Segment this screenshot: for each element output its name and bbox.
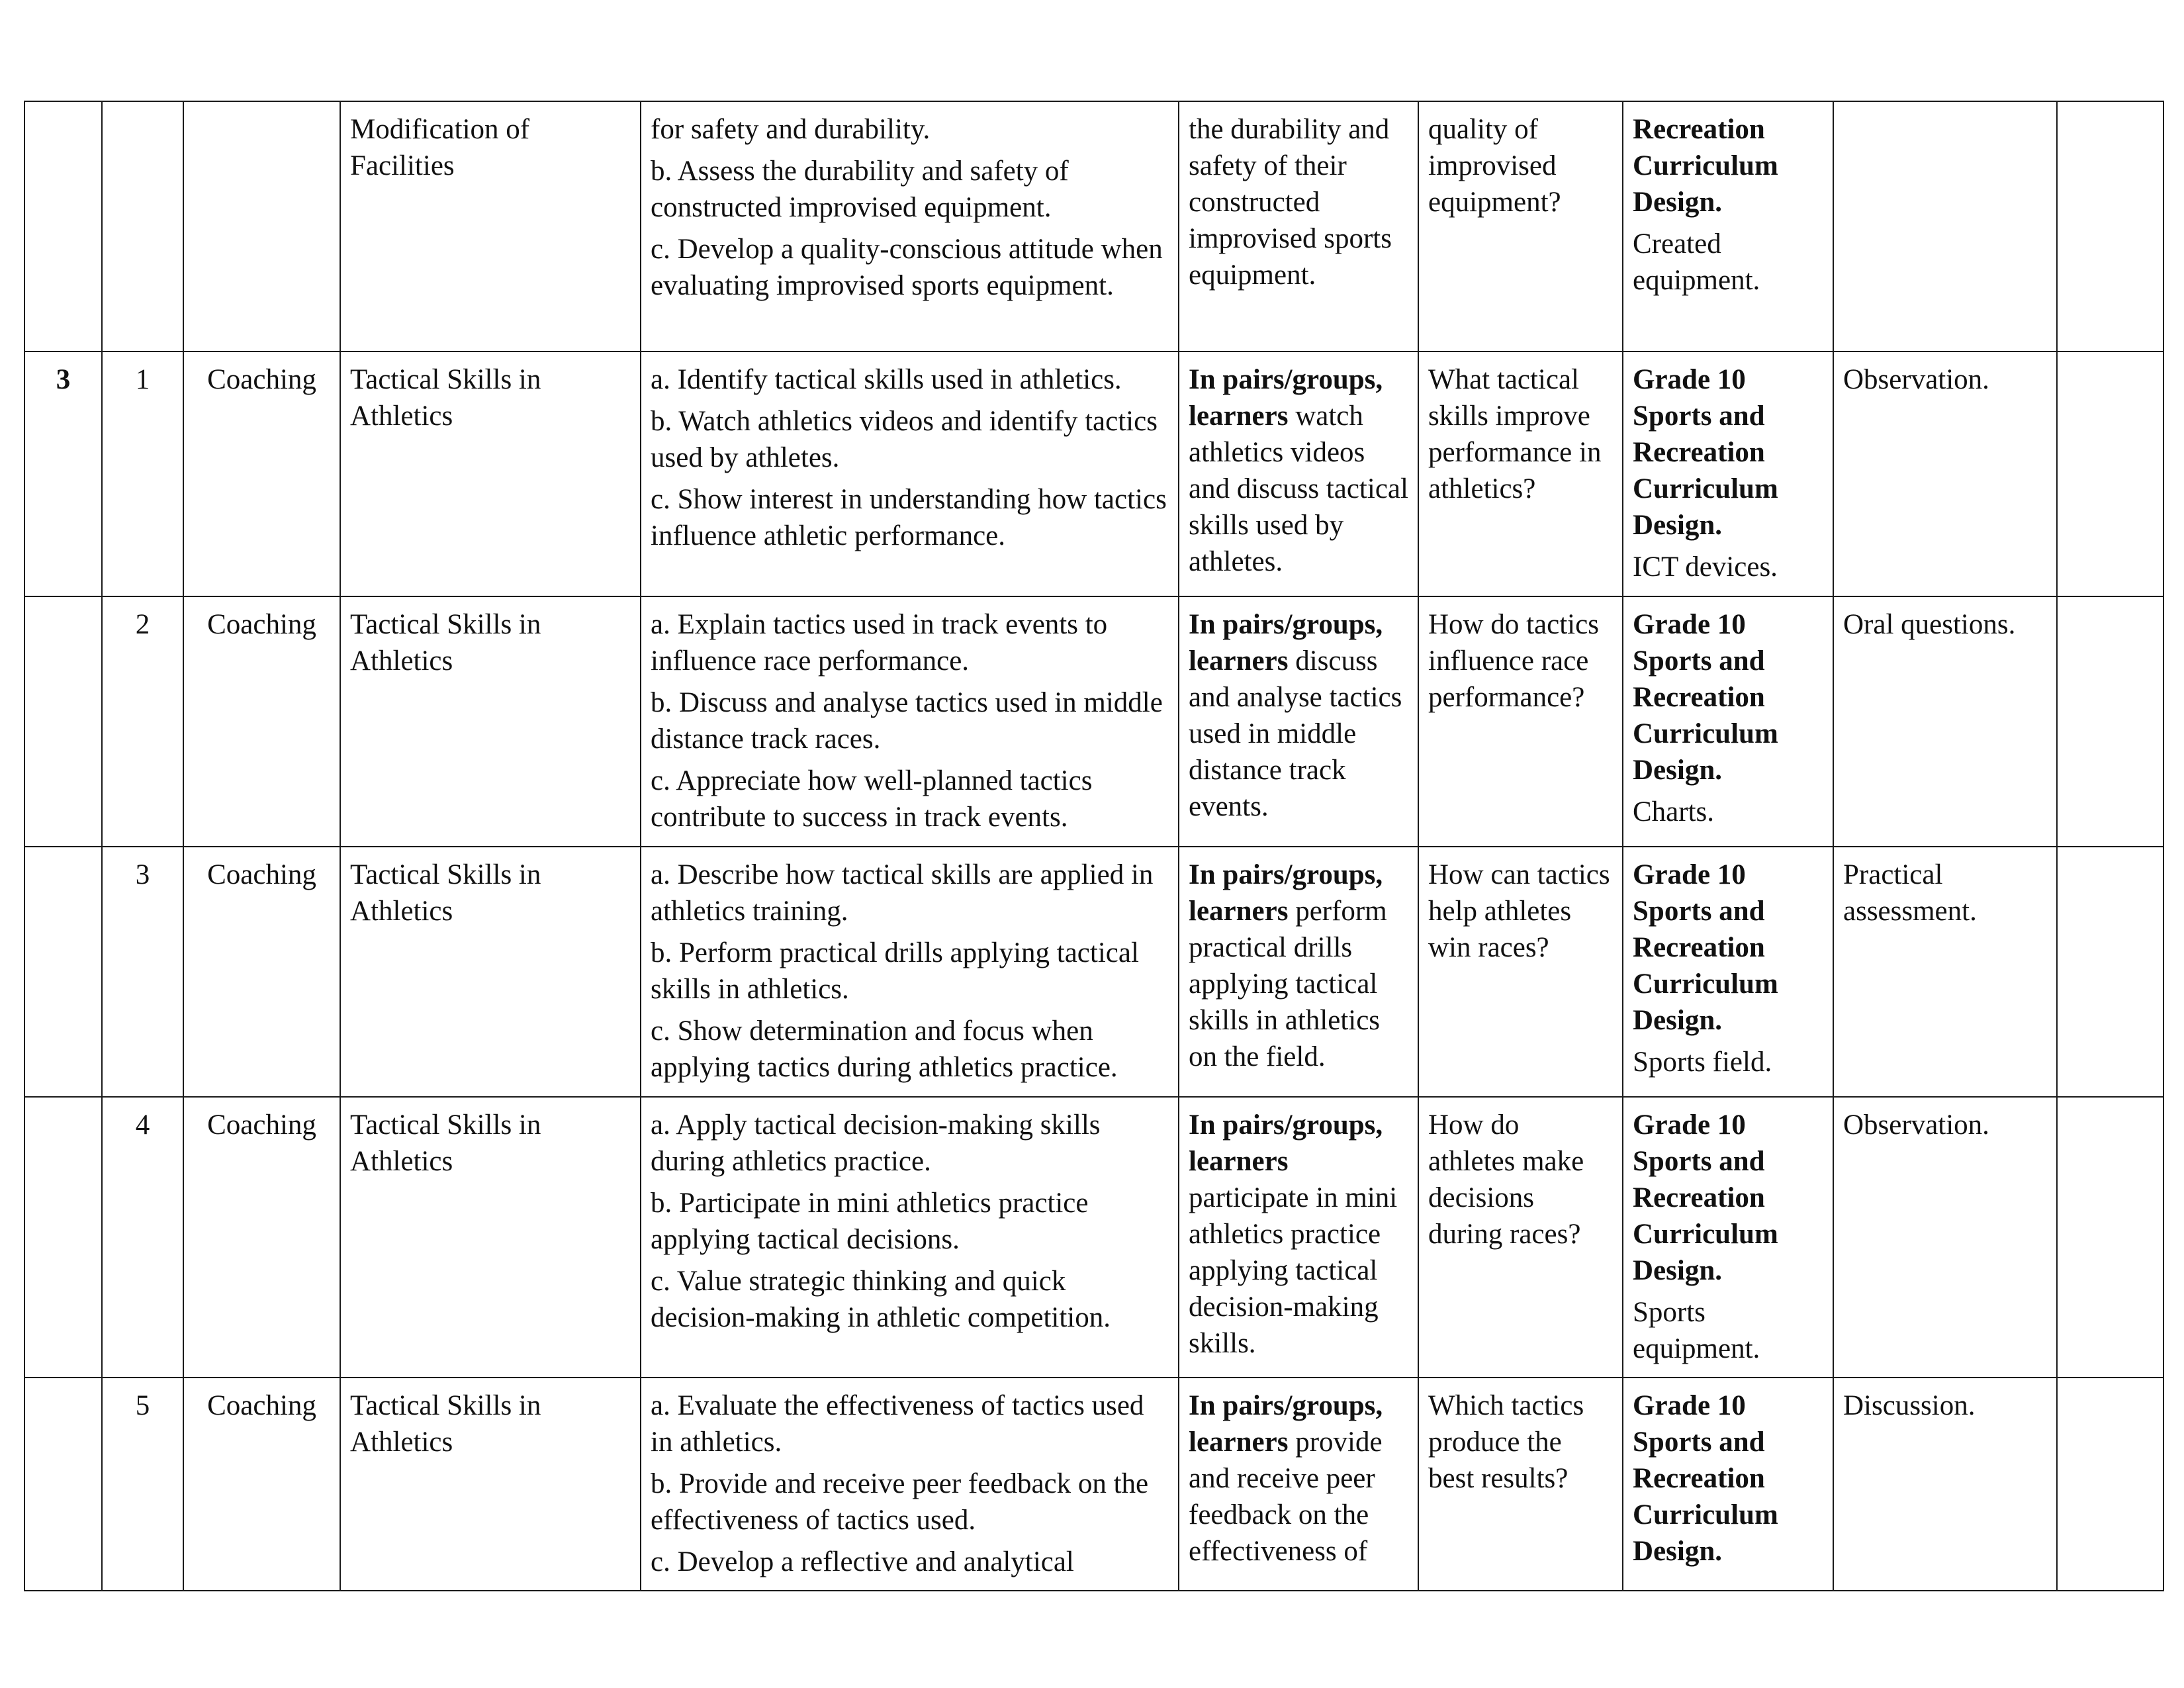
remarks-cell: [2057, 596, 2163, 847]
learning-experiences-cell: [1179, 1097, 1418, 1378]
experience-lead: In pairs/groups, learners: [1189, 609, 1383, 677]
resources-cell: [1623, 101, 1833, 352]
outcome-item: b. Assess the durability and safety of constructed improvised equipment.: [651, 156, 1069, 223]
outcome-item: c. Show determination and focus when applying tactics during athletics practice.: [651, 1015, 1118, 1083]
week-cell: [24, 1378, 102, 1591]
lesson-cell: 5: [102, 1378, 183, 1591]
outcome-item: b. Participate in mini athletics practice applying tactical decisions.: [651, 1188, 1089, 1255]
experience-text: provide and receive peer feedback on the effectiveness of: [1189, 1427, 1383, 1567]
assessment-cell: Practical assessment.: [1833, 847, 2057, 1097]
week-cell: 3: [24, 352, 102, 596]
learning-outcomes-cell: [641, 101, 1179, 352]
outcome-item: a. Evaluate the effectiveness of tactics used in athletics.: [651, 1390, 1144, 1458]
resources-item: Charts.: [1633, 796, 1715, 827]
resources-heading: Grade 10 Sports and Recreation Curriculum Design.: [1633, 1109, 1778, 1286]
assessment-cell: Discussion.: [1833, 1378, 2057, 1591]
outcome-item: a. Explain tactics used in track events to influence race performance.: [651, 609, 1108, 677]
learning-outcomes-cell: [641, 352, 1179, 596]
sub-strand-cell: Modification of Facilities: [340, 101, 641, 352]
table-row: [24, 1097, 2163, 1378]
resources-heading: Grade 10 Sports and Recreation Curriculum Design.: [1633, 1390, 1778, 1567]
experience-lead: In pairs/groups, learners: [1189, 1109, 1383, 1177]
learning-experiences-cell: [1179, 1378, 1418, 1591]
lesson-cell: 4: [102, 1097, 183, 1378]
learning-experiences-cell: [1179, 101, 1418, 352]
experience-lead: In pairs/groups, learners: [1189, 1390, 1383, 1458]
sub-strand-cell: Tactical Skills in Athletics: [340, 1097, 641, 1378]
lesson-cell: 2: [102, 596, 183, 847]
learning-outcomes-cell: [641, 1097, 1179, 1378]
week-cell: [24, 1097, 102, 1378]
experience-lead: In pairs/groups, learners: [1189, 364, 1383, 432]
outcome-item: for safety and durability.: [651, 114, 931, 145]
sub-strand-cell: Tactical Skills in Athletics: [340, 352, 641, 596]
learning-outcomes-cell: [641, 847, 1179, 1097]
table-row: [24, 1378, 2163, 1591]
resources-cell: [1623, 352, 1833, 596]
learning-experiences-cell: [1179, 847, 1418, 1097]
lesson-cell: [102, 101, 183, 352]
table-row: [24, 101, 2163, 352]
experience-text: participate in mini athletics practice applying tactical decision-making skills.: [1189, 1182, 1398, 1359]
learning-experiences-cell: [1179, 352, 1418, 596]
strand-cell: Coaching: [183, 352, 340, 596]
resources-cell: [1623, 596, 1833, 847]
assessment-cell: [1833, 101, 2057, 352]
key-inquiry-cell: How can tactics help athletes win races?: [1418, 847, 1623, 1097]
outcome-item: a. Describe how tactical skills are applied in athletics training.: [651, 859, 1154, 927]
resources-heading: Grade 10 Sports and Recreation Curriculum Design.: [1633, 609, 1778, 786]
resources-item: Created equipment.: [1633, 228, 1760, 296]
outcome-item: b. Perform practical drills applying tactical skills in athletics.: [651, 937, 1139, 1005]
experience-lead: In pairs/groups, learners: [1189, 859, 1383, 927]
strand-cell: Coaching: [183, 596, 340, 847]
remarks-cell: [2057, 847, 2163, 1097]
outcome-item: a. Identify tactical skills used in athletics.: [651, 364, 1122, 395]
resources-item: Sports field.: [1633, 1047, 1772, 1078]
experience-text: the durability and safety of their constructed improvised sports equipment.: [1189, 114, 1392, 291]
table-row: [24, 352, 2163, 596]
outcome-item: c. Show interest in understanding how tactics influence athletic performance.: [651, 484, 1167, 551]
strand-cell: [183, 101, 340, 352]
sub-strand-cell: Tactical Skills in Athletics: [340, 1378, 641, 1591]
assessment-cell: Observation.: [1833, 352, 2057, 596]
key-inquiry-cell: How do athletes make decisions during races?: [1418, 1097, 1623, 1378]
key-inquiry-cell: How do tactics influence race performance?: [1418, 596, 1623, 847]
strand-cell: Coaching: [183, 1097, 340, 1378]
lesson-cell: 3: [102, 847, 183, 1097]
resources-heading: Recreation Curriculum Design.: [1633, 114, 1778, 218]
scheme-of-work-table: [24, 101, 2164, 1591]
outcome-item: c. Develop a quality-conscious attitude when evaluating improvised sports equipment.: [651, 234, 1163, 301]
table-row: [24, 847, 2163, 1097]
outcome-item: b. Watch athletics videos and identify tactics used by athletes.: [651, 406, 1158, 473]
resources-heading: Grade 10 Sports and Recreation Curriculum Design.: [1633, 364, 1778, 541]
learning-outcomes-cell: [641, 596, 1179, 847]
key-inquiry-cell: What tactical skills improve performance in athletics?: [1418, 352, 1623, 596]
resources-cell: [1623, 1378, 1833, 1591]
table-row: [24, 596, 2163, 847]
strand-cell: Coaching: [183, 1378, 340, 1591]
outcome-item: c. Develop a reflective and analytical: [651, 1546, 1074, 1577]
remarks-cell: [2057, 101, 2163, 352]
outcome-item: b. Discuss and analyse tactics used in middle distance track races.: [651, 687, 1163, 755]
resources-cell: [1623, 1097, 1833, 1378]
resources-item: Sports equipment.: [1633, 1297, 1760, 1364]
remarks-cell: [2057, 352, 2163, 596]
week-cell: [24, 847, 102, 1097]
resources-cell: [1623, 847, 1833, 1097]
learning-experiences-cell: [1179, 596, 1418, 847]
week-cell: [24, 101, 102, 352]
remarks-cell: [2057, 1378, 2163, 1591]
outcome-item: c. Value strategic thinking and quick decision-making in athletic competition.: [651, 1266, 1111, 1333]
sub-strand-cell: Tactical Skills in Athletics: [340, 596, 641, 847]
key-inquiry-cell: Which tactics produce the best results?: [1418, 1378, 1623, 1591]
resources-item: ICT devices.: [1633, 551, 1778, 583]
outcome-item: a. Apply tactical decision-making skills during athletics practice.: [651, 1109, 1101, 1177]
remarks-cell: [2057, 1097, 2163, 1378]
experience-text: watch athletics videos and discuss tactical skills used by athletes.: [1189, 400, 1408, 577]
learning-outcomes-cell: [641, 1378, 1179, 1591]
assessment-cell: Oral questions.: [1833, 596, 2057, 847]
week-cell: [24, 596, 102, 847]
key-inquiry-cell: quality of improvised equipment?: [1418, 101, 1623, 352]
outcome-item: b. Provide and receive peer feedback on the effectiveness of tactics used.: [651, 1468, 1149, 1536]
sub-strand-cell: Tactical Skills in Athletics: [340, 847, 641, 1097]
experience-text: perform practical drills applying tactical skills in athletics on the field.: [1189, 896, 1387, 1072]
outcome-item: c. Appreciate how well-planned tactics contribute to success in track events.: [651, 765, 1093, 833]
lesson-cell: 1: [102, 352, 183, 596]
assessment-cell: Observation.: [1833, 1097, 2057, 1378]
strand-cell: Coaching: [183, 847, 340, 1097]
experience-text: discuss and analyse tactics used in middle distance track events.: [1189, 645, 1402, 822]
resources-heading: Grade 10 Sports and Recreation Curriculum Design.: [1633, 859, 1778, 1036]
